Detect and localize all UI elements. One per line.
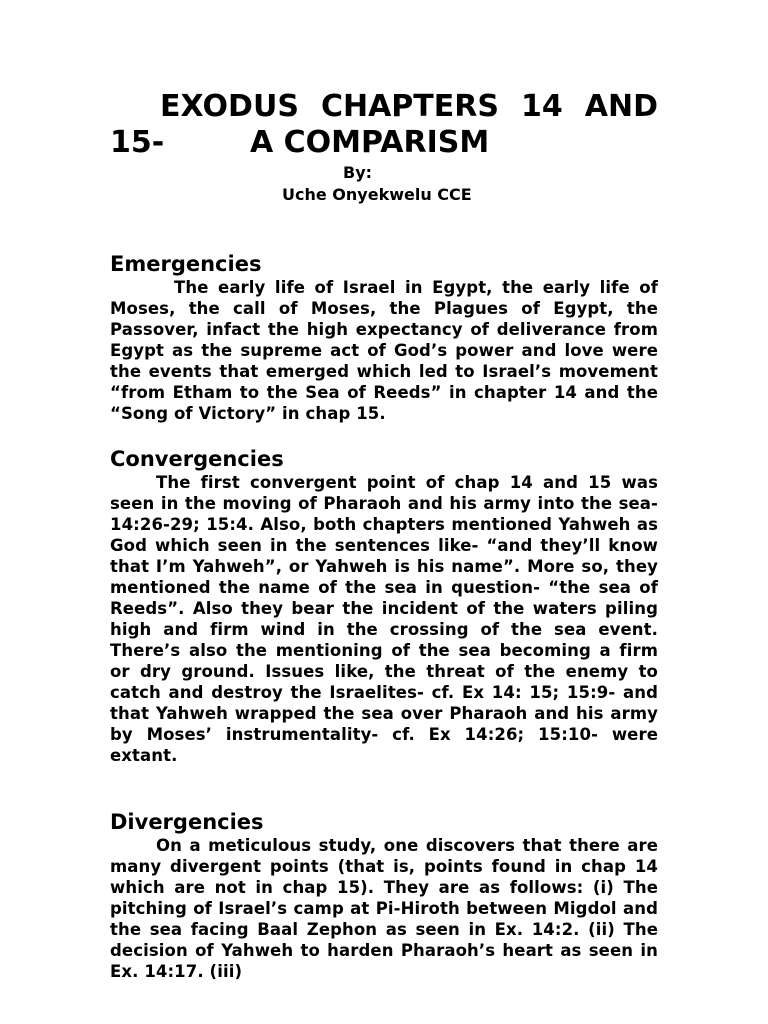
section-emergencies <box>110 251 658 424</box>
section-heading: Convergencies <box>110 447 284 471</box>
section-divergencies <box>110 809 658 982</box>
author-name: Uche Onyekwelu CCE <box>282 185 472 204</box>
title-chapter-number: 15- <box>110 125 165 160</box>
by-label: By: <box>343 163 373 182</box>
section-heading: Divergencies <box>110 810 264 834</box>
section-convergencies <box>110 446 658 766</box>
section-body: The early life of Israel in Egypt, the early life of Moses, the call of Moses, the Plagues of Egypt, the Passover, infact the high expectancy of deliverance from Egypt as the supreme act of God’s power and love were the events that emerged which led to Israel’s movement “from Etham to the Sea of Reeds” in chapter 14 and the “Song of Victory” in chap 15. <box>110 278 658 423</box>
section-body: The first convergent point of chap 14 and 15 was seen in the moving of Pharaoh and his army into the sea- 14:26-29; 15:4. Also, both chapters mentioned Yahweh as God which seen in the sentences like- “and they’ll know that I’m Yahweh”, or Yahweh is his name”. More so, they mentioned the name of the sea in question- “the sea of Reeds”. Also they bear the incident of the waters piling high and firm wind in the crossing of the sea event. There’s also the mentioning of the sea becoming a firm or dry ground. Issues like, the threat of the enemy to catch and destroy the Israelites- cf. Ex 14: 15; 15:9- and that Yahweh wrapped the sea over Pharaoh and his army by Moses’ instrumentality- cf. Ex 14:26; 15:10- were extant. <box>110 473 658 765</box>
title-line-1: EXODUS CHAPTERS 14 AND <box>160 89 658 124</box>
section-body: On a meticulous study, one discovers that there are many divergent points (that is, points found in chap 14 which are not in chap 15). They are as follows: (i) The pitching of Israel’s camp at Pi-Hiroth between Migdol and the sea facing Baal Zephon as seen in Ex. 14:2. (ii) The decision of Yahweh to harden Pharaoh’s heart as seen in Ex. 14:17. (iii) <box>110 836 658 981</box>
title-subtitle: A COMPARISM <box>250 125 490 160</box>
document-title <box>110 89 658 161</box>
title-line-2 <box>110 125 658 161</box>
section-heading: Emergencies <box>110 252 262 276</box>
